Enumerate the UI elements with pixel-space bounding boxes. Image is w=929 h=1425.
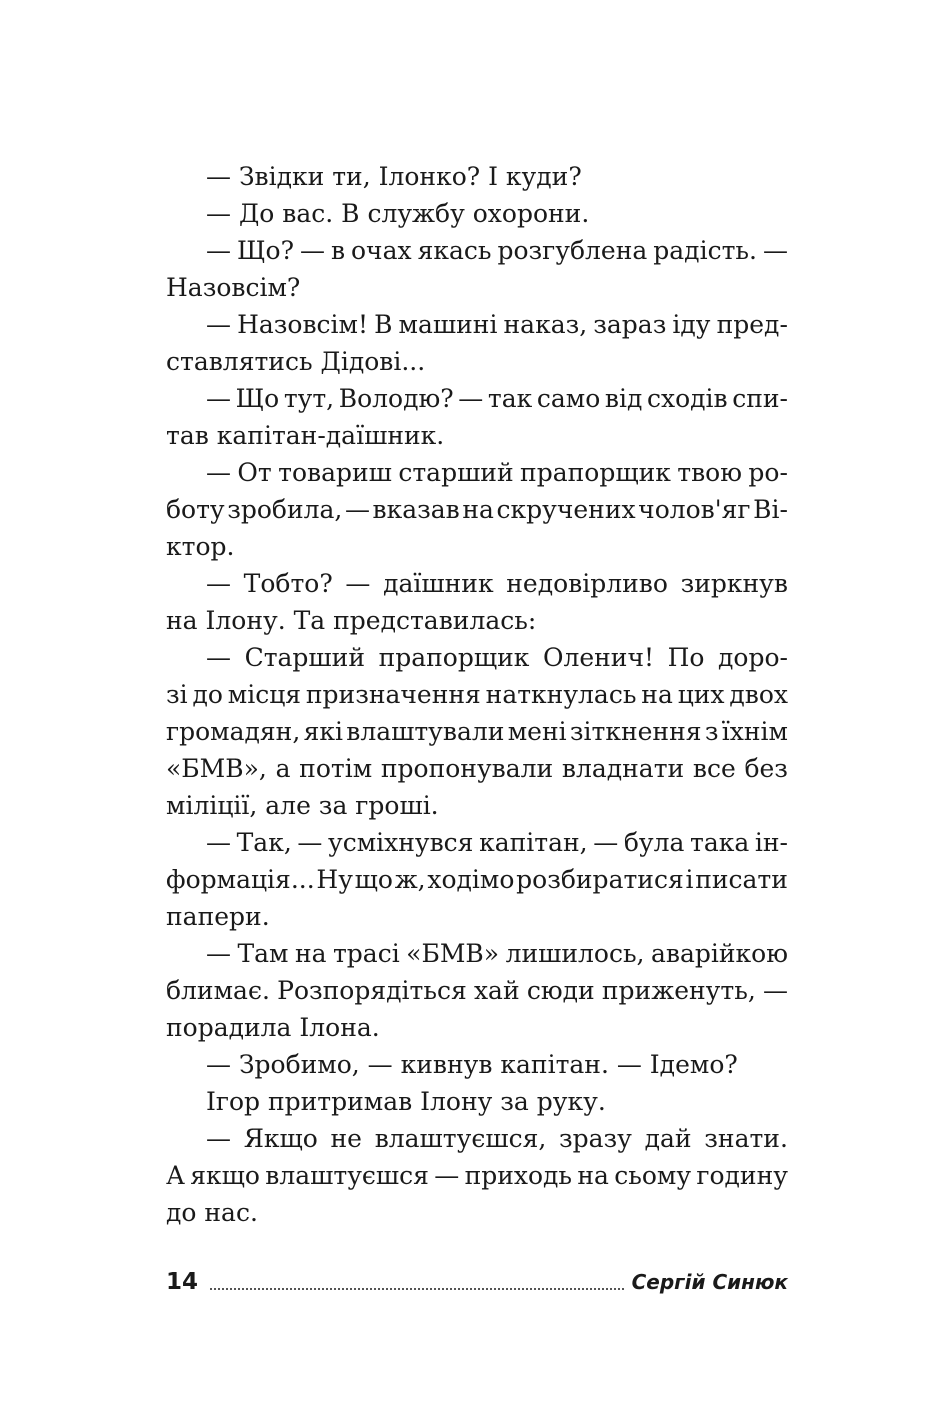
text-line [206, 935, 788, 972]
word: Там [237, 939, 289, 968]
word: Що [235, 384, 280, 413]
text-line [206, 639, 788, 676]
word: зразу [559, 1124, 632, 1153]
word: зараз [593, 310, 667, 339]
word: недовірливо [506, 569, 668, 598]
text-line [166, 528, 788, 565]
word: зиркнув [680, 569, 788, 598]
word: влаштуєшся, [374, 1124, 547, 1153]
word: влаштували [346, 717, 505, 746]
word: Що? [236, 236, 294, 265]
word: з [704, 717, 719, 746]
word: Володю? [338, 384, 454, 413]
word: без [744, 754, 788, 783]
word: сходів [646, 384, 728, 413]
word: Назовсім! [237, 310, 369, 339]
word: даїшник [383, 569, 494, 598]
word: цих [677, 680, 725, 709]
word: наткнулась [485, 680, 637, 709]
word: в [330, 236, 346, 265]
text-line-content: на Ілону. Та представилась: [166, 606, 537, 635]
word: — [206, 458, 231, 487]
text-line [166, 417, 788, 454]
text-line-content: — Зробимо, — кивнув капітан. — Ідемо? [206, 1050, 738, 1079]
text-line-content: Назовсім? [166, 273, 301, 302]
text-line [166, 750, 788, 787]
text-line [206, 158, 788, 195]
word: ходімо [427, 865, 515, 894]
text-line [206, 232, 788, 269]
word: не [330, 1124, 362, 1153]
text-line [206, 454, 788, 491]
word: розбиратися [516, 865, 684, 894]
word: пред- [716, 310, 788, 339]
word: до [192, 680, 223, 709]
word: «БМВ» [406, 939, 500, 968]
word: зі [166, 680, 188, 709]
text-line [166, 676, 788, 713]
text-line [206, 1120, 788, 1157]
word: прапорщик [378, 643, 530, 672]
word: все [692, 754, 736, 783]
text-line [166, 269, 788, 306]
word: очах [351, 236, 412, 265]
word: ін- [754, 828, 788, 857]
word: — [345, 569, 371, 598]
word: скручених [496, 495, 636, 524]
text-line-content: до нас. [166, 1198, 258, 1227]
word: чолов'яг [638, 495, 751, 524]
word: твою [677, 458, 743, 487]
word: Оленич! [542, 643, 655, 672]
word: що [354, 865, 393, 894]
text-line [206, 1083, 788, 1120]
word: дай [644, 1124, 692, 1153]
word: на [462, 495, 494, 524]
word: — [206, 236, 231, 265]
word: — [206, 643, 231, 672]
word: — [344, 495, 370, 524]
word: на [641, 680, 673, 709]
word: лишилось, [505, 939, 645, 968]
word: годину [696, 1161, 788, 1190]
word: мені [507, 717, 567, 746]
word: сюди [526, 976, 595, 1005]
word: якась [417, 236, 492, 265]
word: а [275, 754, 291, 783]
text-line-content: ставлятись Дідові... [166, 347, 426, 376]
word: якщо [190, 1161, 260, 1190]
word: прапорщик [520, 458, 671, 487]
word: і [685, 865, 694, 894]
text-line [206, 195, 788, 232]
word: ж, [394, 865, 426, 894]
text-line [166, 1194, 788, 1231]
word: старший [398, 458, 514, 487]
word: блимає. [166, 976, 270, 1005]
word: двох [729, 680, 788, 709]
word: А [166, 1161, 185, 1190]
word: зробила, [227, 495, 343, 524]
text-line [206, 565, 788, 602]
word: була [623, 828, 685, 857]
word: — [206, 310, 231, 339]
text-line [166, 343, 788, 380]
text-line-content: Ігор притримав Ілону за руку. [206, 1087, 606, 1116]
word: на [577, 1161, 609, 1190]
word: їхнім [721, 717, 788, 746]
text-line-content: порадила Ілона. [166, 1013, 380, 1042]
word: Якщо [243, 1124, 318, 1153]
word: писати [695, 865, 788, 894]
word: від [604, 384, 643, 413]
word: призначення [305, 680, 481, 709]
text-line-content: — До вас. В службу охорони. [206, 199, 590, 228]
word: така [690, 828, 750, 857]
word: Ну [316, 865, 353, 894]
word: — [762, 236, 788, 265]
word: — [763, 976, 788, 1005]
word: зіткнення [569, 717, 702, 746]
word: наказ, [503, 310, 588, 339]
word: Ві- [753, 495, 788, 524]
word: усміхнувся [327, 828, 474, 857]
word: пропонували [380, 754, 554, 783]
word: потім [299, 754, 373, 783]
word: — [297, 828, 323, 857]
word: спи- [732, 384, 788, 413]
word: радість. [653, 236, 757, 265]
word: В [374, 310, 393, 339]
word: іду [672, 310, 711, 339]
word: громадян, [166, 717, 301, 746]
text-line-content: тав капітан-даїшник. [166, 421, 445, 450]
word: машині [398, 310, 498, 339]
word: хай [473, 976, 520, 1005]
word: сьому [614, 1161, 692, 1190]
word: влаштуєшся [265, 1161, 429, 1190]
word: — [206, 569, 231, 598]
author-name: Сергій Синюк [631, 1270, 788, 1294]
text-line [206, 824, 788, 861]
word: — [206, 384, 231, 413]
word: Так, [236, 828, 292, 857]
text-line-content: — Звідки ти, Ілонко? І куди? [206, 162, 582, 191]
word: розгублена [497, 236, 648, 265]
text-line-content: міліції, але за гроші. [166, 791, 439, 820]
word: трасі [332, 939, 400, 968]
word: Розпорядіться [277, 976, 467, 1005]
text-line-content: ктор. [166, 532, 235, 561]
word: так [487, 384, 533, 413]
word: Тобто? [243, 569, 333, 598]
text-line [166, 491, 788, 528]
word: боту [166, 495, 225, 524]
word: місця [227, 680, 302, 709]
text-line [166, 861, 788, 898]
word: товариш [278, 458, 392, 487]
word: формація... [166, 865, 315, 894]
word: — [206, 828, 231, 857]
leader-dots [210, 1287, 624, 1290]
word: — [434, 1161, 460, 1190]
text-line [206, 306, 788, 343]
word: — [593, 828, 619, 857]
word: які [303, 717, 343, 746]
text-line [166, 1009, 788, 1046]
page-number: 14 [166, 1269, 199, 1295]
word: приженуть, [601, 976, 756, 1005]
word: «БМВ», [166, 754, 267, 783]
text-line [166, 972, 788, 1009]
page-footer [166, 1264, 788, 1296]
text-line-content: папери. [166, 902, 270, 931]
word: Старший [244, 643, 365, 672]
word: — [206, 939, 231, 968]
text-line [166, 898, 788, 935]
text-line [206, 380, 788, 417]
word: само [536, 384, 601, 413]
word: — [458, 384, 484, 413]
word: аварійкою [650, 939, 788, 968]
word: ро- [748, 458, 788, 487]
word: знати. [704, 1124, 788, 1153]
word: По [667, 643, 705, 672]
text-line [206, 1046, 788, 1083]
text-line [166, 787, 788, 824]
text-line [166, 1157, 788, 1194]
word: — [206, 1124, 231, 1153]
word: приходь [464, 1161, 573, 1190]
word: доро- [718, 643, 788, 672]
word: капітан, [479, 828, 588, 857]
word: От [237, 458, 272, 487]
word: вказав [372, 495, 460, 524]
text-line [166, 713, 788, 750]
word: тут, [283, 384, 335, 413]
word: на [294, 939, 327, 968]
word: — [299, 236, 325, 265]
word: владнати [561, 754, 685, 783]
text-line [166, 602, 788, 639]
